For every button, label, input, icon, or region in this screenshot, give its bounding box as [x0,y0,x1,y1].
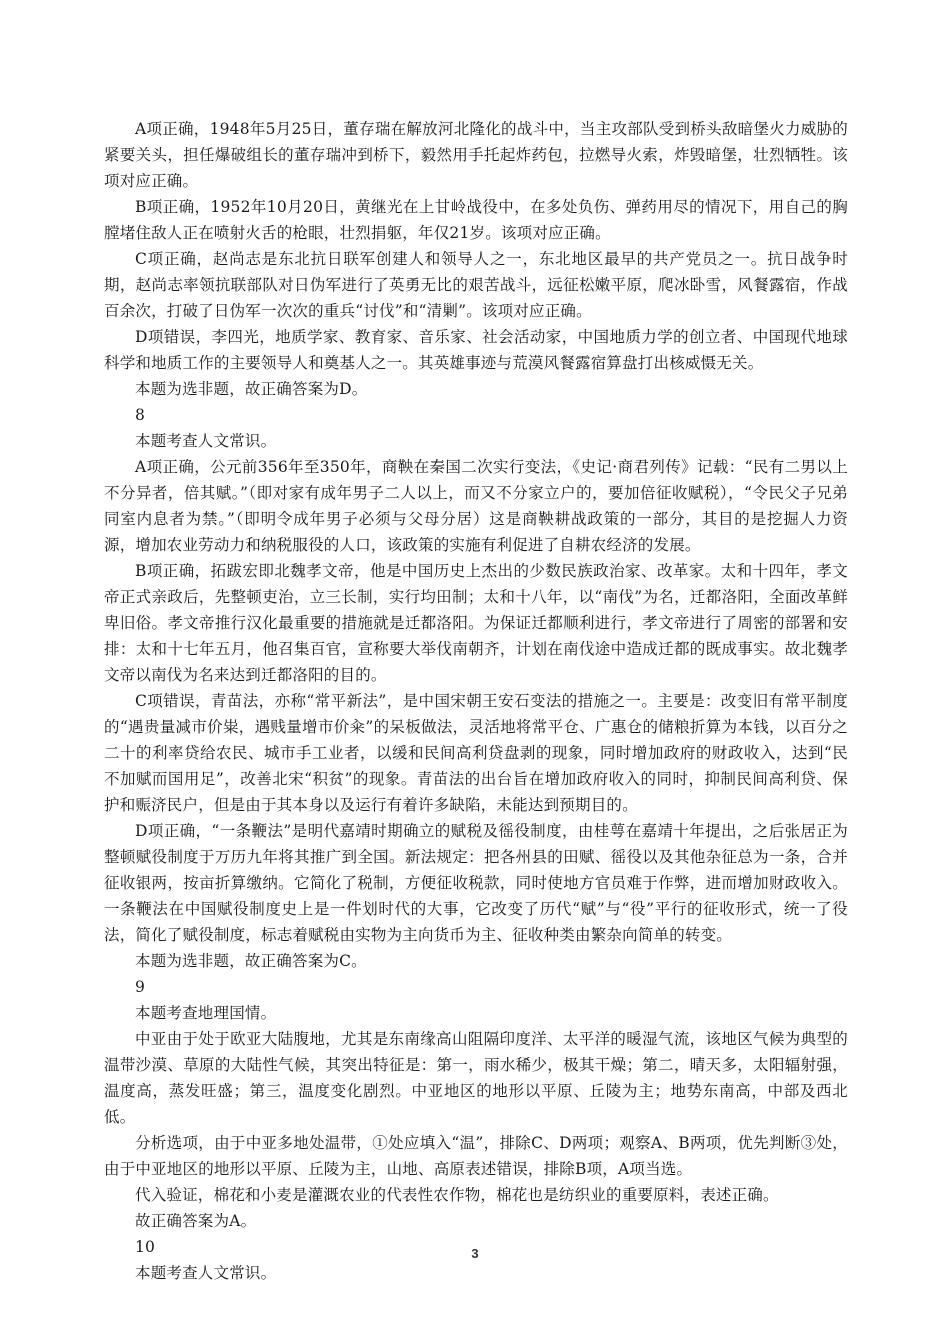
paragraph: 本题为选非题，故正确答案为D。 [135,380,368,398]
paragraph: 本题考查人文常识。 [135,1264,277,1282]
paragraph: C项错误，青苗法，亦称“常平新法”，是中国宋朝王安石变法的措施之一。主要是：改变旧有常平制度的“遇贵量减市价粜，遇贱量增市价籴”的呆板做法，灵活地将常平仓、广惠仓的储粮折算为本钱，以百分之二十的利率贷给农民、城市手工业者，以缓和民间高利贷盘剥的现象，同时增加政府的财政收入，达到“民不加赋而国用足”，改善北宋“积贫”的现象。青苗法的出台旨在增加政府收入的同时，抑制民间高利贷、保护和赈济民户，但是由于其本身以及运行有着许多缺陷，未能达到预期目的。 [104,692,848,814]
paragraph: 故正确答案为A。 [135,1212,257,1230]
paragraph: 代入验证，棉花和小麦是灌溉农业的代表性农作物，棉花也是纺织业的重要原料，表述正确。 [135,1186,779,1204]
paragraph: D项正确，“一条鞭法”是明代嘉靖时期确立的赋税及徭役制度，由桂萼在嘉靖十年提出，之后张居正为整顿赋役制度于万历九年将其推广到全国。新法规定：把各州县的田赋、徭役以及其他杂征总为一条，合并征收银两，按亩折算缴纳。它简化了税制，方便征收税款，同时使地方官员难于作弊，进而增加财政收入。一条鞭法在中国赋役制度史上是一件划时代的大事，它改变了历代“赋”与“役”平行的征收形式，统一了役法，简化了赋役制度，标志着赋税由实物为主向货币为主、征收种类由繁杂向简单的转变。 [104,822,848,944]
paragraph: C项正确，赵尚志是东北抗日联军创建人和领导人之一，东北地区最早的共产党员之一。抗日战争时期，赵尚志率领抗联部队对日伪军进行了英勇无比的艰苦战斗，远征松嫩平原，爬冰卧雪，风餐露宿，作战百余次，打破了日伪军一次次的重兵“讨伐”和“清剿”。该项对应正确。 [104,250,848,320]
paragraph: A项正确，公元前356年至350年，商鞅在秦国二次实行变法，《史记·商君列传》记载：“民有二男以上不分异者，倍其赋。”（即对家有成年男子二人以上，而又不分家立户的，要加倍征收赋税），“令民父子兄弟同室内息者为禁。”（即明令成年男子必须与父母分居）这是商鞅耕战政策的一部分，其目的是挖掘人力资源，增加农业劳动力和纳税服役的人口，该政策的实施有利促进了自耕农经济的发展。 [104,458,848,554]
paragraph: B项正确，拓跋宏即北魏孝文帝，他是中国历史上杰出的少数民族政治家、改革家。太和十四年，孝文帝正式亲政后，先整顿吏治，立三长制，实行均田制；太和十八年，以“南伐”为名，迁都洛阳，全面改革鲜卑旧俗。孝文帝推行汉化最重要的措施就是迁都洛阳。为保证迁都顺利进行，孝文帝进行了周密的部署和安排：太和十七年五月，他召集百官，宣称要大举伐南朝齐，计划在南伐途中造成迁都的既成事实。故北魏孝文帝以南伐为名来达到迁都洛阳的目的。 [104,562,848,684]
paragraph: 本题为选非题，故正确答案为C。 [135,952,367,970]
paragraph: 本题考查地理国情。 [135,1004,277,1022]
paragraph: 本题考查人文常识。 [135,432,277,450]
question-number: 8 [135,406,146,424]
document-body [104,116,848,1286]
page-number: 3 [471,1246,479,1261]
paragraph: B项正确，1952年10月20日，黄继光在上甘岭战役中，在多处负伤、弹药用尽的情况下，用自己的胸膛堵住敌人正在喷射火舌的枪眼，壮烈捐躯，年仅21岁。该项对应正确。 [104,198,848,242]
paragraph: 中亚由于处于欧亚大陆腹地，尤其是东南缘高山阻隔印度洋、太平洋的暖湿气流，该地区气候为典型的温带沙漠、草原的大陆性气候，其突出特征是：第一，雨水稀少，极其干燥；第二，晴天多，太阳辐射强，温度高，蒸发旺盛；第三，温度变化剧烈。中亚地区的地形以平原、丘陵为主；地势东南高，中部及西北低。 [104,1030,848,1126]
question-number: 10 [135,1238,156,1256]
paragraph: D项错误，李四光，地质学家、教育家、音乐家、社会活动家，中国地质力学的创立者、中国现代地球科学和地质工作的主要领导人和奠基人之一。其英雄事迹与荒漠风餐露宿算盘打出核威慑无关。 [104,328,848,372]
paragraph: A项正确，1948年5月25日，董存瑞在解放河北隆化的战斗中，当主攻部队受到桥头敌暗堡火力威胁的紧要关头，担任爆破组长的董存瑞冲到桥下，毅然用手托起炸药包，拉燃导火索，炸毁暗堡，壮烈牺牲。该项对应正确。 [104,120,848,190]
question-number: 9 [135,978,146,996]
paragraph: 分析选项，由于中亚多地处温带，①处应填入“温”，排除C、D两项；观察A、B两项，优先判断③处，由于中亚地区的地形以平原、丘陵为主，山地、高原表述错误，排除B项，A项当选。 [104,1134,848,1178]
